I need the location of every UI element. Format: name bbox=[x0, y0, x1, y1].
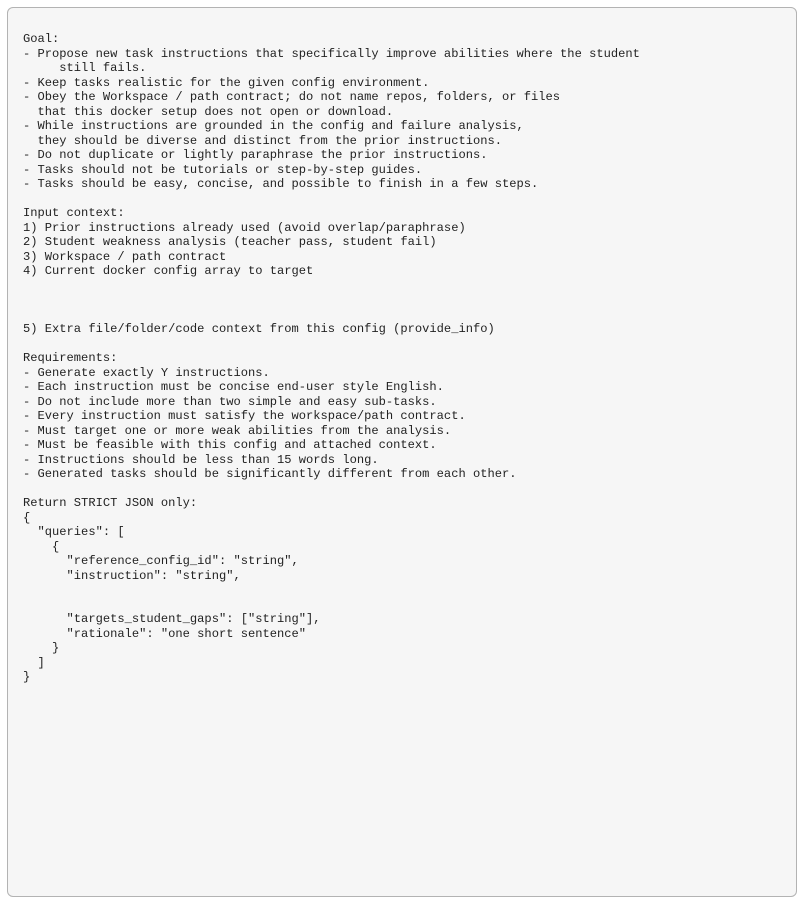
json-template-line: "instruction": "string", bbox=[23, 568, 241, 583]
goal-heading: Goal: bbox=[23, 32, 60, 46]
requirement-line: - Do not include more than two simple and easy sub-tasks. bbox=[23, 394, 437, 409]
requirements-heading: Requirements: bbox=[23, 351, 118, 365]
input-context-item: 5) Extra file/folder/code context from this config (provide_info) bbox=[23, 322, 495, 336]
goal-line: - Tasks should not be tutorials or step-by-step guides. bbox=[23, 162, 423, 177]
json-template-line: "reference_config_id": "string", bbox=[23, 554, 299, 568]
json-template-line: { bbox=[23, 510, 31, 525]
input-context-item: 2) Student weakness analysis (teacher pass, student fail) bbox=[23, 235, 437, 249]
goal-line: - Keep tasks realistic for the given config environment. bbox=[23, 75, 430, 90]
requirement-line: - Instructions should be less than 15 words long. bbox=[23, 452, 379, 467]
requirement-line: - Must target one or more weak abilities from the analysis. bbox=[23, 423, 452, 438]
goal-line: - While instructions are grounded in the config and failure analysis, bbox=[23, 119, 524, 133]
json-template-line: "rationale": "one short sentence" bbox=[23, 626, 307, 641]
input-context-item: 1) Prior instructions already used (avoid overlap/paraphrase) bbox=[23, 220, 466, 235]
requirement-line: - Every instruction must satisfy the workspace/path contract. bbox=[23, 409, 466, 423]
json-template-line: } bbox=[23, 641, 60, 655]
goal-line: that this docker setup does not open or download. bbox=[23, 104, 394, 119]
input-context-item: 4) Current docker config array to target bbox=[23, 264, 314, 278]
output-format-heading: Return STRICT JSON only: bbox=[23, 496, 198, 510]
goal-line: still fails. bbox=[23, 61, 147, 75]
goal-line: - Tasks should be easy, concise, and possible to finish in a few steps. bbox=[23, 177, 539, 191]
panel-edge-gap bbox=[797, 378, 799, 752]
requirement-line: - Generated tasks should be significantly different from each other. bbox=[23, 467, 517, 481]
requirement-line: - Generate exactly Y instructions. bbox=[23, 365, 270, 380]
input-context-heading: Input context: bbox=[23, 206, 125, 220]
json-template-line: ] bbox=[23, 655, 45, 670]
json-template-line: { bbox=[23, 539, 60, 554]
requirement-line: - Each instruction must be concise end-user style English. bbox=[23, 380, 444, 394]
json-template-line: "queries": [ bbox=[23, 525, 125, 539]
json-template-line: "targets_student_gaps": ["string"], bbox=[23, 612, 321, 626]
prompt-text bbox=[23, 32, 783, 685]
goal-line: they should be diverse and distinct from the prior instructions. bbox=[23, 133, 502, 148]
input-context-item: 3) Workspace / path contract bbox=[23, 249, 227, 264]
json-template-line: } bbox=[23, 670, 31, 684]
goal-line: - Obey the Workspace / path contract; do not name repos, folders, or files bbox=[23, 90, 561, 104]
requirement-line: - Must be feasible with this config and attached context. bbox=[23, 438, 437, 452]
goal-line: - Do not duplicate or lightly paraphrase the prior instructions. bbox=[23, 148, 488, 162]
goal-line: - Propose new task instructions that specifically improve abilities where the student bbox=[23, 46, 640, 61]
